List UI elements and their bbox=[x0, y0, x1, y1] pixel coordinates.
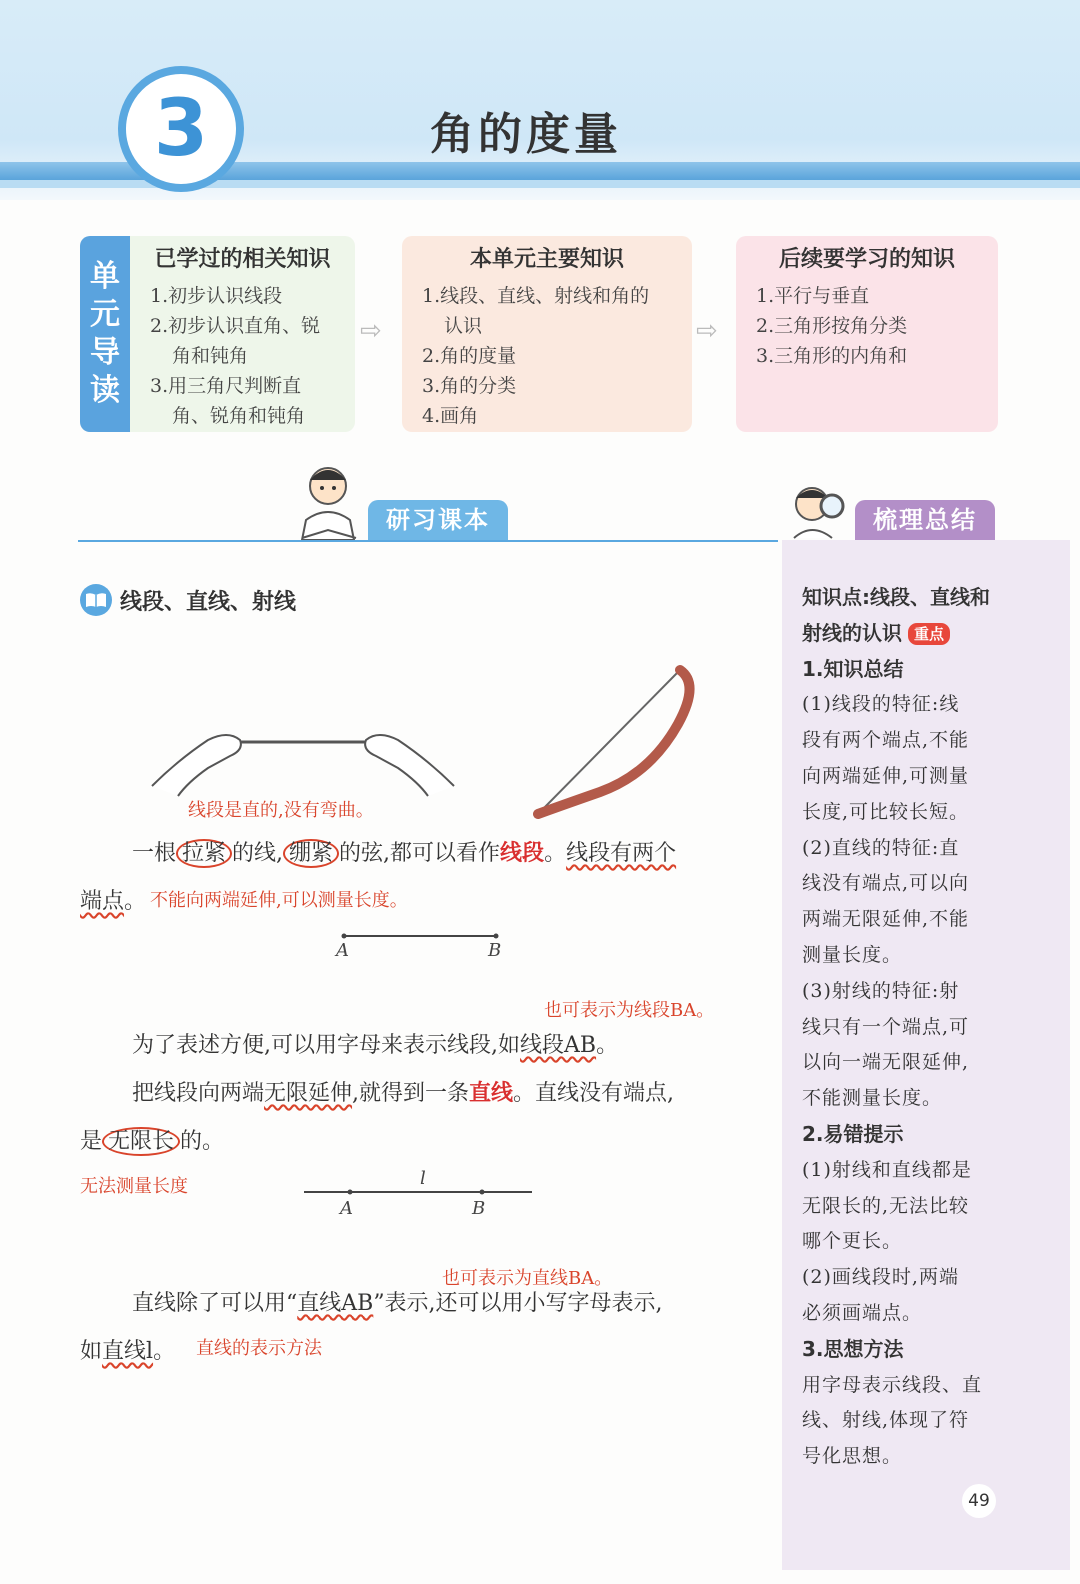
chapter-number: 3 bbox=[153, 84, 209, 174]
summary-line: 必须画端点。 bbox=[802, 1301, 923, 1324]
circled-word: 无限长 bbox=[102, 1127, 180, 1156]
summary-line: 以向一端无限延伸, bbox=[802, 1051, 970, 1074]
line-l-figure bbox=[304, 1186, 534, 1200]
list-item: 3.用三角尺判断直 bbox=[150, 375, 302, 397]
summary-line: 哪个更长。 bbox=[802, 1230, 903, 1253]
underlined-text: 端点 bbox=[80, 889, 125, 914]
learned-title: 已学过的相关知识 bbox=[154, 247, 331, 272]
text: 。 bbox=[153, 1339, 176, 1364]
summary-line: (2)直线的特征:直 bbox=[802, 836, 960, 859]
text: 。直线没有端点, bbox=[513, 1081, 675, 1106]
text: 如 bbox=[80, 1339, 103, 1364]
boy-magnifier-icon bbox=[786, 480, 852, 542]
circled-word: 拉紧 bbox=[176, 839, 232, 868]
list-item: 2.三角形按角分类 bbox=[756, 315, 908, 337]
summary-heading: 3.思想方法 bbox=[802, 1336, 904, 1361]
tab-summary: 梳理总结 bbox=[855, 500, 995, 540]
chapter-title: 角的度量 bbox=[430, 109, 622, 160]
underlined-text: 直线l bbox=[102, 1339, 154, 1364]
text: 。 bbox=[124, 889, 147, 914]
page-number: 49 bbox=[962, 1484, 996, 1518]
summary-line: 号化思想。 bbox=[802, 1445, 903, 1468]
underlined-text: 无限延伸 bbox=[264, 1081, 353, 1106]
text: 直线除了可以用“ bbox=[132, 1291, 298, 1316]
summary-line: 线只有一个端点,可 bbox=[802, 1015, 970, 1038]
text: 的弦,都可以看作 bbox=[339, 841, 501, 866]
main-list bbox=[402, 281, 692, 431]
summary-content bbox=[802, 580, 1002, 1475]
summary-line: (1)线段的特征:线 bbox=[802, 693, 960, 716]
underlined-text: 直线AB bbox=[297, 1291, 374, 1316]
paragraph-segment-definition bbox=[132, 836, 676, 867]
kp-title-text: 射线的认识 bbox=[802, 620, 902, 645]
key-point-badge: 重点 bbox=[908, 623, 950, 645]
summary-line: 测量长度。 bbox=[802, 943, 903, 966]
summary-line: (1)射线和直线都是 bbox=[802, 1158, 972, 1181]
list-item: 2.初步认识直角、锐 bbox=[150, 315, 321, 337]
summary-heading: 2.易错提示 bbox=[802, 1121, 904, 1146]
list-item: 1.平行与垂直 bbox=[756, 285, 870, 307]
learned-knowledge-box bbox=[130, 236, 355, 432]
summary-line: 段有两个端点,不能 bbox=[802, 729, 970, 752]
list-item: 3.角的分类 bbox=[422, 375, 517, 397]
text: 的线, bbox=[232, 841, 284, 866]
paragraph-line-definition bbox=[132, 1076, 674, 1107]
text: 为了表述方便,可以用字母来表示线段,如 bbox=[132, 1033, 520, 1058]
list-item: 角、锐角和钝角 bbox=[172, 405, 306, 427]
point-label-b: B bbox=[488, 940, 502, 961]
line-label-l: l bbox=[420, 1168, 426, 1189]
hands-string-illustration bbox=[148, 720, 458, 800]
text: 的。 bbox=[180, 1129, 225, 1154]
key-term: 直线 bbox=[469, 1080, 514, 1106]
arrow-icon: ⇨ bbox=[696, 316, 718, 346]
summary-line: 无限长的,无法比较 bbox=[802, 1194, 970, 1217]
point-label-a: A bbox=[336, 940, 349, 961]
summary-line: 用字母表示线段、直 bbox=[802, 1373, 983, 1396]
summary-line: 长度,可比较长短。 bbox=[802, 800, 970, 823]
note-straight: 线段是直的,没有弯曲。 bbox=[188, 800, 374, 821]
list-item: 4.画角 bbox=[422, 405, 479, 427]
guide-char: 读 bbox=[90, 373, 120, 408]
underlined-text: 线段有两个 bbox=[566, 841, 677, 866]
note-line-method: 直线的表示方法 bbox=[196, 1338, 322, 1359]
guide-char: 元 bbox=[90, 297, 120, 332]
book-icon bbox=[80, 584, 112, 616]
arrow-icon: ⇨ bbox=[360, 316, 382, 346]
unit-guide-tab bbox=[80, 236, 130, 432]
kp-title-line2 bbox=[802, 616, 1002, 652]
summary-line: 两端无限延伸,不能 bbox=[802, 908, 970, 931]
bow-illustration bbox=[530, 664, 700, 824]
text: 。 bbox=[596, 1033, 619, 1058]
guide-char: 导 bbox=[90, 335, 120, 370]
paragraph-notation bbox=[132, 1028, 618, 1059]
future-list bbox=[736, 281, 998, 371]
list-item: 角和钝角 bbox=[172, 345, 249, 367]
section-heading bbox=[80, 584, 296, 616]
main-title: 本单元主要知识 bbox=[469, 247, 624, 272]
circled-word: 绷紧 bbox=[283, 839, 339, 868]
summary-line: 向两端延伸,可测量 bbox=[802, 764, 970, 787]
future-title: 后续要学习的知识 bbox=[778, 247, 955, 272]
summary-line: (3)射线的特征:射 bbox=[802, 979, 960, 1002]
point-label-b: B bbox=[472, 1198, 486, 1219]
segment-ab-figure bbox=[338, 930, 504, 944]
note-endpoints: 不能向两端延伸,可以测量长度。 bbox=[150, 890, 408, 911]
text: 把线段向两端 bbox=[132, 1081, 265, 1106]
note-segment-ba: 也可表示为线段BA。 bbox=[544, 1000, 715, 1021]
list-item: 3.三角形的内角和 bbox=[756, 345, 908, 367]
key-term: 线段 bbox=[500, 840, 545, 866]
note-line-ba: 也可表示为直线BA。 bbox=[442, 1268, 613, 1289]
list-item: 1.初步认识线段 bbox=[150, 285, 283, 307]
summary-line: (2)画线段时,两端 bbox=[802, 1266, 959, 1289]
paragraph-line-notation bbox=[132, 1286, 663, 1317]
paragraph-line-infinite bbox=[80, 1124, 224, 1155]
point-label-a: A bbox=[340, 1198, 353, 1219]
underlined-text: 线段AB bbox=[520, 1033, 597, 1058]
boy-reading-icon bbox=[298, 460, 368, 544]
section-divider bbox=[78, 540, 778, 542]
paragraph-line-lowercase bbox=[80, 1334, 175, 1365]
main-knowledge-box bbox=[402, 236, 692, 432]
text: 一根 bbox=[132, 841, 177, 866]
summary-line: 线没有端点,可以向 bbox=[802, 872, 970, 895]
text: 。 bbox=[544, 841, 567, 866]
kp-title: 知识点:线段、直线和 bbox=[802, 585, 990, 609]
chapter-number-badge bbox=[118, 66, 244, 192]
text: 是 bbox=[80, 1129, 103, 1154]
paragraph-segment-endpoints bbox=[80, 884, 146, 915]
summary-heading: 1.知识总结 bbox=[802, 656, 904, 681]
text: ”表示,还可以用小写字母表示, bbox=[373, 1291, 663, 1316]
section-title: 线段、直线、射线 bbox=[120, 589, 297, 615]
list-item: 2.角的度量 bbox=[422, 345, 517, 367]
note-cannot-measure: 无法测量长度 bbox=[80, 1176, 188, 1197]
list-item: 1.线段、直线、射线和角的 bbox=[422, 285, 650, 307]
summary-line: 不能测量长度。 bbox=[802, 1087, 943, 1110]
text: ,就得到一条 bbox=[352, 1081, 470, 1106]
summary-line: 线、射线,体现了符 bbox=[802, 1409, 970, 1432]
list-item: 认识 bbox=[444, 315, 483, 337]
learned-list bbox=[130, 281, 355, 431]
future-knowledge-box bbox=[736, 236, 998, 432]
tab-study-textbook: 研习课本 bbox=[368, 500, 508, 540]
guide-char: 单 bbox=[90, 259, 120, 294]
